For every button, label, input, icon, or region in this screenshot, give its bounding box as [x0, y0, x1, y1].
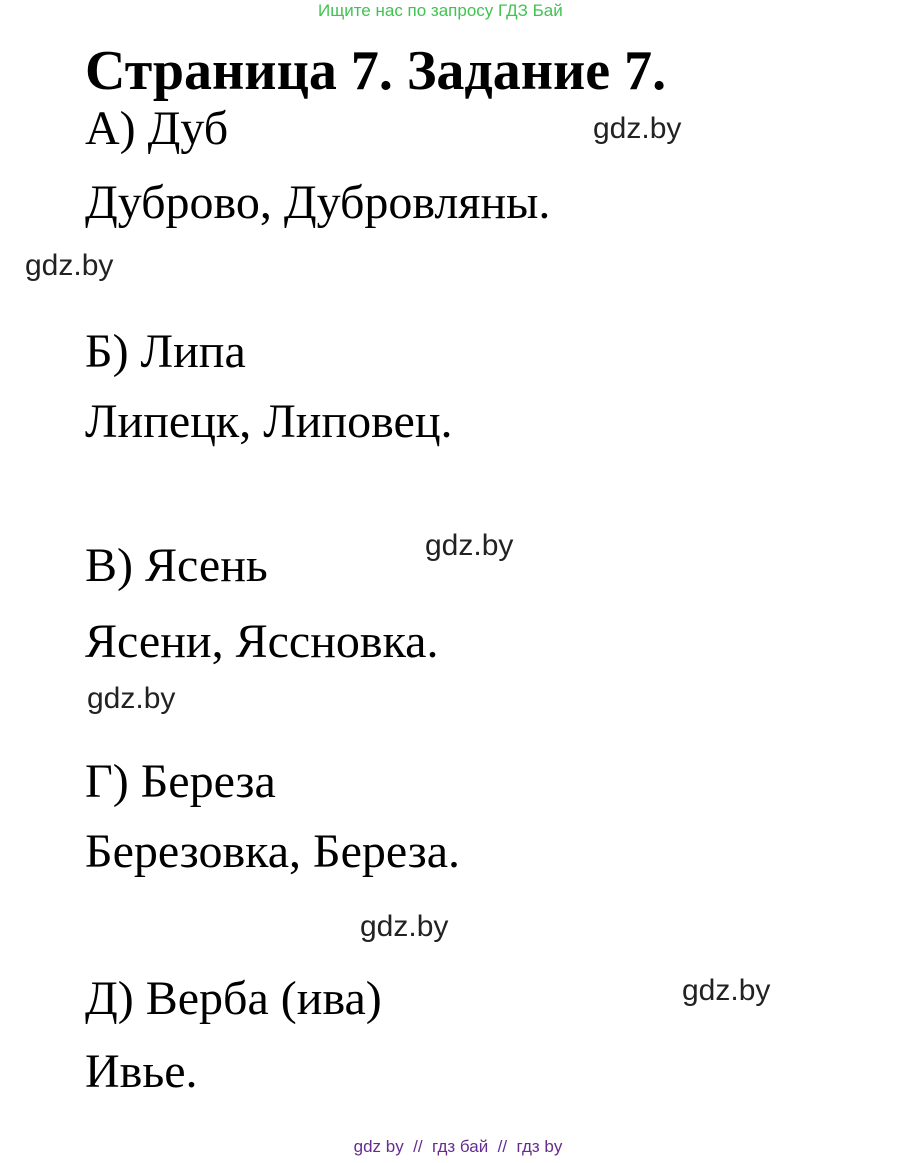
promo-banner: Ищите нас по запросу ГДЗ Бай: [318, 1, 563, 20]
task-d-label: Д) Верба (ива): [85, 972, 382, 1025]
gdz-watermark: gdz.by: [25, 249, 114, 282]
gdz-watermark: gdz.by: [593, 112, 682, 145]
gdz-watermark: gdz.by: [682, 974, 771, 1007]
gdz-watermark: gdz.by: [425, 529, 514, 562]
task-b-label: Б) Липа: [85, 325, 246, 378]
task-g-label: Г) Береза: [85, 755, 276, 808]
task-v-label: В) Ясень: [85, 539, 268, 592]
task-a-label: А) Дуб: [85, 102, 229, 155]
page-title: Страница 7. Задание 7.: [85, 40, 667, 102]
task-v-answer: Ясени, Яссновка.: [85, 615, 439, 668]
task-g-answer: Березовка, Береза.: [85, 825, 461, 878]
gdz-watermark: gdz.by: [360, 910, 449, 943]
task-d-answer: Ивье.: [85, 1045, 198, 1098]
gdz-watermark: gdz.by: [87, 682, 176, 715]
task-b-answer: Липецк, Липовец.: [85, 395, 453, 448]
footer-keywords: gdz by // гдз бай // гдз by: [353, 1137, 563, 1156]
task-a-answer: Дуброво, Дубровляны.: [85, 176, 551, 229]
